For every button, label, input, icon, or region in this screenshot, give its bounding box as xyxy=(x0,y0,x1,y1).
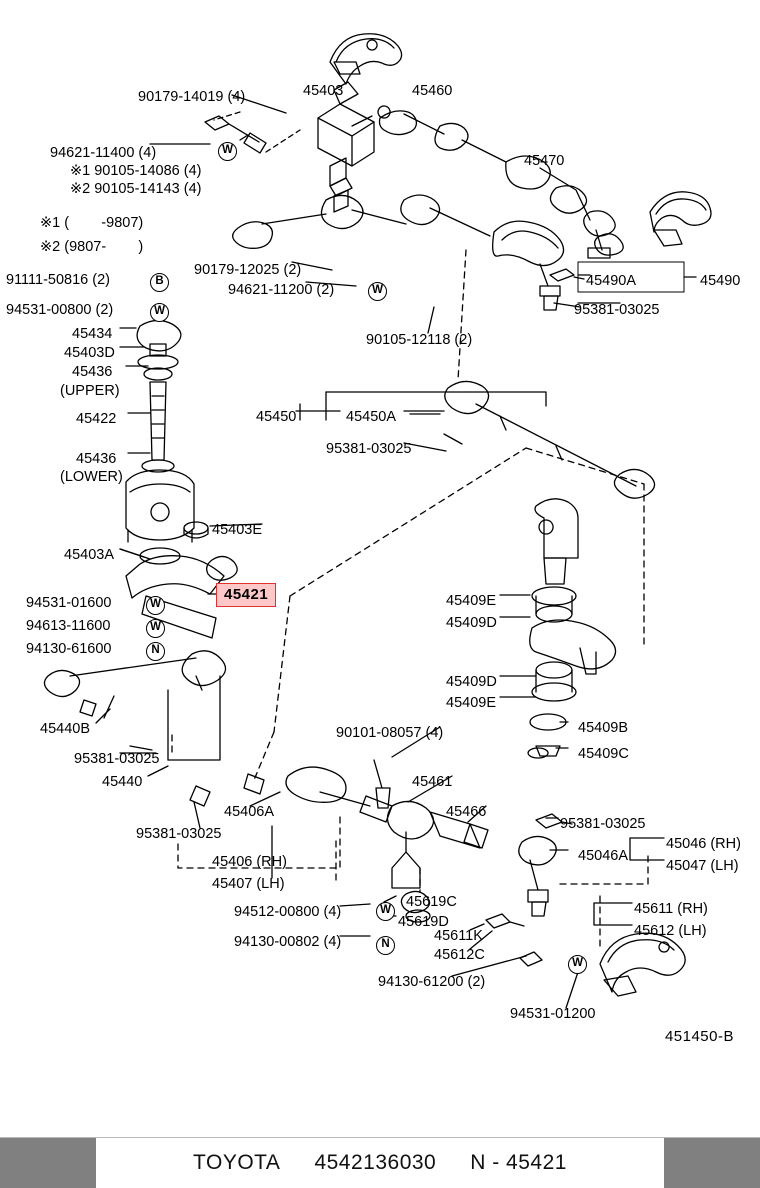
label-94130-00802: 94130-00802 (4) xyxy=(234,934,342,950)
label-94531-00800: 94531-00800 (2) xyxy=(6,302,114,318)
brand-label: TOYOTA xyxy=(193,1151,281,1174)
label-45406-rh: 45406 (RH) xyxy=(212,854,287,870)
label-45436-lower: 45436 xyxy=(76,451,117,467)
label-94531-01600: 94531-01600 xyxy=(26,595,112,611)
label-45450: 45450 xyxy=(256,409,297,425)
footer-left-block xyxy=(0,1138,96,1188)
badge-w-94531-00800: W xyxy=(150,298,169,322)
label-45619D: 45619D xyxy=(398,914,449,930)
badge-w-94512-00800: W xyxy=(376,897,395,921)
label-45409D-a: 45409D xyxy=(446,615,497,631)
label-45403D: 45403D xyxy=(64,345,115,361)
label-94621-11200: 94621-11200 (2) xyxy=(228,282,335,298)
badge-n-94130-61600: N xyxy=(146,637,165,661)
label-45409E-b: 45409E xyxy=(446,695,496,711)
label-45409E-a: 45409E xyxy=(446,593,496,609)
label-upper: (UPPER) xyxy=(60,383,120,399)
label-45440: 45440 xyxy=(102,774,143,790)
badge-w-94621-11200: W xyxy=(368,277,387,301)
label-45611-rh: 45611 (RH) xyxy=(634,901,708,917)
label-45461: 45461 xyxy=(412,774,453,790)
badge-n-94130-00802: N xyxy=(376,931,395,955)
label-45466: 45466 xyxy=(446,804,487,820)
label-90105-14143: ※2 90105-14143 (4) xyxy=(70,181,202,197)
label-94531-01200: 94531-01200 xyxy=(510,1006,596,1022)
label-45611K: 45611K xyxy=(434,928,483,944)
label-45612C: 45612C xyxy=(434,947,485,963)
label-95381-03025-c: 95381-03025 xyxy=(74,751,160,767)
part-number-label: 4542136030 xyxy=(314,1151,437,1174)
highlighted-part-45421[interactable]: 45421 xyxy=(216,583,276,607)
label-94621-11400: 94621-11400 (4) xyxy=(50,145,157,161)
label-95381-03025-a: 95381-03025 xyxy=(574,302,660,318)
label-45490: 45490 xyxy=(700,273,741,289)
label-45407-lh: 45407 (LH) xyxy=(212,876,285,892)
label-45470: 45470 xyxy=(524,153,565,169)
label-45436-upper: 45436 xyxy=(72,364,113,380)
label-45047-lh: 45047 (LH) xyxy=(666,858,739,874)
label-45619C: 45619C xyxy=(406,894,457,910)
label-45409D-b: 45409D xyxy=(446,674,497,690)
label-45046A: 45046A xyxy=(578,848,628,864)
badge-b-91111: B xyxy=(150,268,169,292)
label-94130-61200: 94130-61200 (2) xyxy=(378,974,486,990)
diagram-code: 451450-B xyxy=(664,1028,734,1045)
label-90179-14019: 90179-14019 (4) xyxy=(138,89,246,105)
label-94512-00800: 94512-00800 (4) xyxy=(234,904,342,920)
label-95381-03025-d: 95381-03025 xyxy=(560,816,646,832)
badge-w-94531-01600: W xyxy=(146,591,165,615)
part-ref-label: N - 45421 xyxy=(470,1151,567,1174)
label-45434: 45434 xyxy=(72,326,113,342)
footer-right-block xyxy=(664,1138,760,1188)
footer-caption xyxy=(193,1151,567,1175)
label-91111-50816: 91111-50816 (2) xyxy=(6,272,110,288)
label-45046-rh: 45046 (RH) xyxy=(666,836,741,852)
label-45403A: 45403A xyxy=(64,547,114,563)
label-45422: 45422 xyxy=(76,411,117,427)
footer xyxy=(0,1120,760,1188)
label-note-2: ※2 (9807- ) xyxy=(40,239,144,255)
label-94130-61600: 94130-61600 xyxy=(26,641,112,657)
label-94613-11600: 94613-11600 xyxy=(26,618,111,634)
label-95381-03025-b: 95381-03025 xyxy=(326,441,412,457)
label-90105-12118: 90105-12118 (2) xyxy=(366,332,473,348)
label-90179-12025: 90179-12025 (2) xyxy=(194,262,302,278)
label-45460: 45460 xyxy=(412,83,453,99)
label-45403E: 45403E xyxy=(212,522,262,538)
badge-w-94531-01200: W xyxy=(568,950,587,974)
label-45440B: 45440B xyxy=(40,721,90,737)
footer-bar xyxy=(0,1137,760,1188)
label-45409B: 45409B xyxy=(578,720,628,736)
label-45409C: 45409C xyxy=(578,746,629,762)
label-45450A: 45450A xyxy=(346,409,396,425)
label-45403: 45403 xyxy=(303,83,344,99)
label-45406A: 45406A xyxy=(224,804,274,820)
label-90101-08057: 90101-08057 (4) xyxy=(336,725,444,741)
label-note-1: ※1 ( -9807) xyxy=(40,215,144,231)
label-95381-03025-e: 95381-03025 xyxy=(136,826,222,842)
label-lower: (LOWER) xyxy=(60,469,123,485)
label-45612-lh: 45612 (LH) xyxy=(634,923,707,939)
badge-w-94613-11600: W xyxy=(146,614,165,638)
badge-w-94621-11400: W xyxy=(218,137,237,161)
label-90105-14086: ※1 90105-14086 (4) xyxy=(70,163,202,179)
label-45490A: 45490A xyxy=(586,273,636,289)
